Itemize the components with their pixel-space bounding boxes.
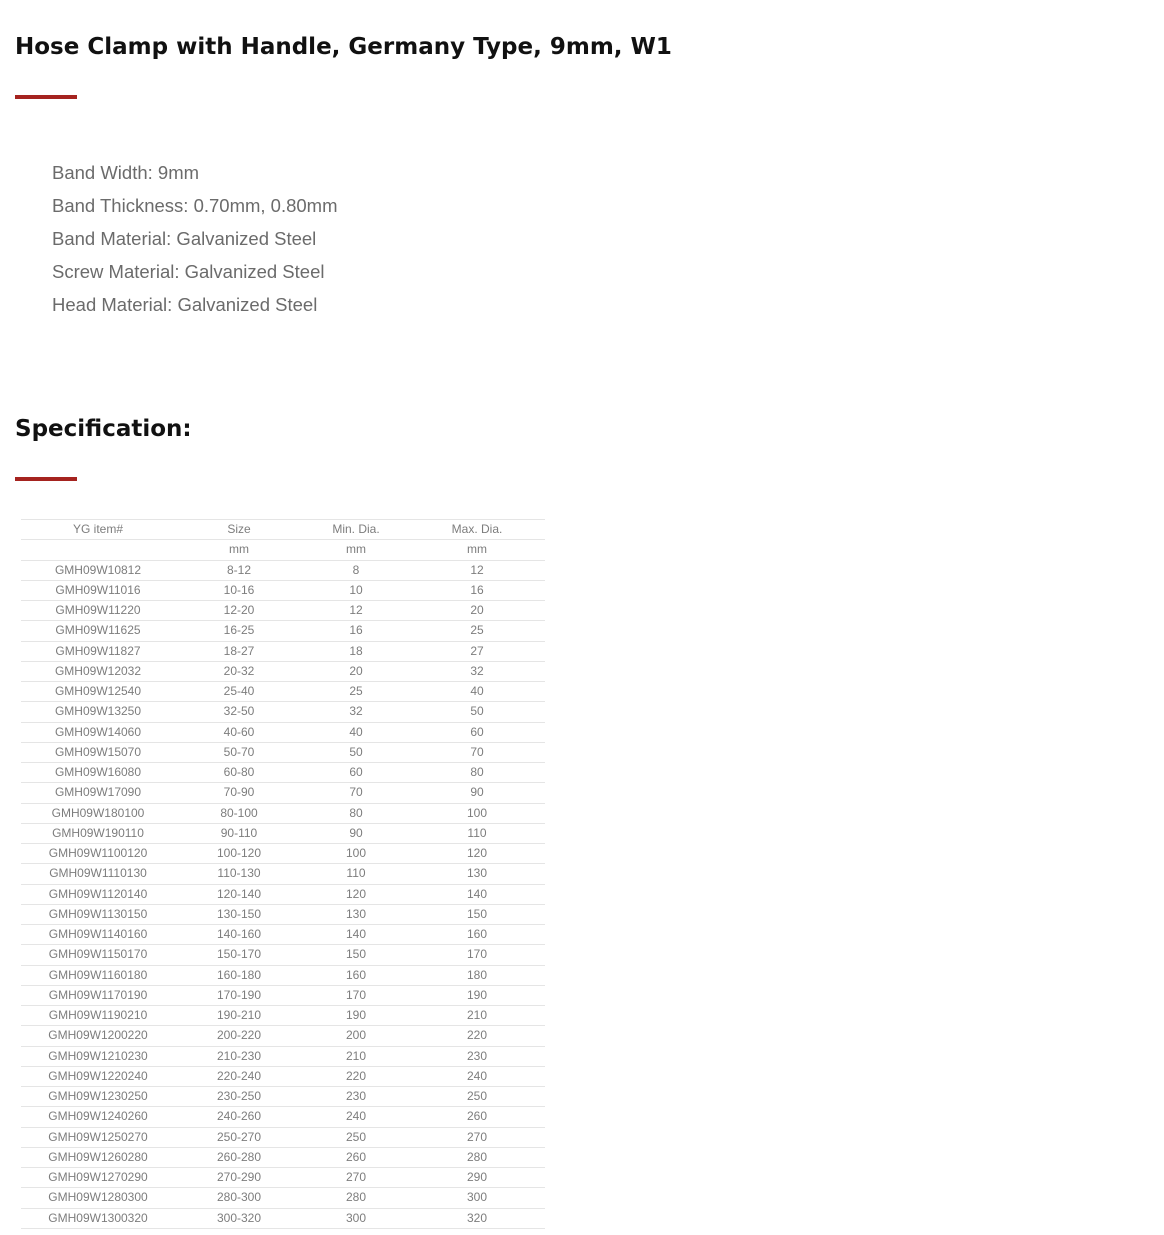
cell-min-dia: 12	[303, 601, 409, 621]
cell-max-dia: 100	[409, 803, 545, 823]
cell-min-dia: 160	[303, 965, 409, 985]
cell-item: GMH09W13250	[21, 702, 175, 722]
cell-item: GMH09W10812	[21, 560, 175, 580]
cell-size: 270-290	[175, 1168, 303, 1188]
table-row	[21, 884, 545, 904]
cell-max-dia: 12	[409, 560, 545, 580]
cell-min-dia: 280	[303, 1188, 409, 1208]
cell-size: 60-80	[175, 763, 303, 783]
table-row	[21, 580, 545, 600]
cell-item: GMH09W11016	[21, 580, 175, 600]
cell-item: GMH09W1230250	[21, 1087, 175, 1107]
cell-item: GMH09W1150170	[21, 945, 175, 965]
cell-min-dia: 220	[303, 1066, 409, 1086]
cell-max-dia: 70	[409, 742, 545, 762]
cell-item: GMH09W11220	[21, 601, 175, 621]
header-size: Size	[175, 520, 303, 540]
cell-item: GMH09W1200220	[21, 1026, 175, 1046]
feature-screw-material: Screw Material: Galvanized Steel	[52, 261, 325, 282]
table-row	[21, 823, 545, 843]
cell-item: GMH09W12540	[21, 682, 175, 702]
page-title: Hose Clamp with Handle, Germany Type, 9mm, W1	[15, 34, 672, 60]
table-row	[21, 985, 545, 1005]
cell-min-dia: 130	[303, 904, 409, 924]
cell-max-dia: 20	[409, 601, 545, 621]
cell-min-dia: 18	[303, 641, 409, 661]
cell-item: GMH09W1280300	[21, 1188, 175, 1208]
table-row	[21, 1127, 545, 1147]
cell-min-dia: 300	[303, 1208, 409, 1228]
cell-max-dia: 60	[409, 722, 545, 742]
cell-item: GMH09W12032	[21, 661, 175, 681]
cell-max-dia: 40	[409, 682, 545, 702]
cell-max-dia: 170	[409, 945, 545, 965]
table-row	[21, 763, 545, 783]
table-row	[21, 904, 545, 924]
cell-min-dia: 110	[303, 864, 409, 884]
feature-head-material: Head Material: Galvanized Steel	[52, 294, 318, 315]
cell-min-dia: 240	[303, 1107, 409, 1127]
cell-min-dia: 190	[303, 1006, 409, 1026]
cell-item: GMH09W1120140	[21, 884, 175, 904]
cell-min-dia: 32	[303, 702, 409, 722]
cell-min-dia: 140	[303, 925, 409, 945]
cell-size: 40-60	[175, 722, 303, 742]
cell-min-dia: 170	[303, 985, 409, 1005]
cell-max-dia: 210	[409, 1006, 545, 1026]
table-row	[21, 742, 545, 762]
table-row	[21, 783, 545, 803]
cell-size: 16-25	[175, 621, 303, 641]
cell-min-dia: 16	[303, 621, 409, 641]
unit-max-dia: mm	[409, 540, 545, 560]
cell-min-dia: 260	[303, 1147, 409, 1167]
table-row	[21, 1006, 545, 1026]
cell-item: GMH09W14060	[21, 722, 175, 742]
cell-size: 190-210	[175, 1006, 303, 1026]
cell-min-dia: 150	[303, 945, 409, 965]
cell-min-dia: 100	[303, 844, 409, 864]
cell-item: GMH09W1210230	[21, 1046, 175, 1066]
cell-max-dia: 250	[409, 1087, 545, 1107]
table-row	[21, 1087, 545, 1107]
cell-min-dia: 70	[303, 783, 409, 803]
cell-max-dia: 300	[409, 1188, 545, 1208]
cell-size: 300-320	[175, 1208, 303, 1228]
table-row	[21, 722, 545, 742]
cell-size: 260-280	[175, 1147, 303, 1167]
table-row	[21, 1188, 545, 1208]
cell-max-dia: 25	[409, 621, 545, 641]
table-body	[21, 560, 545, 1228]
cell-max-dia: 220	[409, 1026, 545, 1046]
cell-item: GMH09W1270290	[21, 1168, 175, 1188]
cell-size: 230-250	[175, 1087, 303, 1107]
cell-size: 150-170	[175, 945, 303, 965]
table-row	[21, 925, 545, 945]
cell-item: GMH09W1220240	[21, 1066, 175, 1086]
cell-item: GMH09W1130150	[21, 904, 175, 924]
cell-max-dia: 32	[409, 661, 545, 681]
cell-max-dia: 150	[409, 904, 545, 924]
cell-item: GMH09W1300320	[21, 1208, 175, 1228]
cell-size: 110-130	[175, 864, 303, 884]
cell-item: GMH09W180100	[21, 803, 175, 823]
cell-max-dia: 16	[409, 580, 545, 600]
unit-size: mm	[175, 540, 303, 560]
cell-item: GMH09W15070	[21, 742, 175, 762]
cell-size: 70-90	[175, 783, 303, 803]
table-row	[21, 864, 545, 884]
table-row	[21, 1168, 545, 1188]
cell-size: 120-140	[175, 884, 303, 904]
cell-max-dia: 270	[409, 1127, 545, 1147]
cell-item: GMH09W11827	[21, 641, 175, 661]
cell-max-dia: 180	[409, 965, 545, 985]
cell-size: 18-27	[175, 641, 303, 661]
specification-table	[21, 519, 545, 1229]
cell-size: 210-230	[175, 1046, 303, 1066]
specification-heading: Specification:	[15, 416, 192, 442]
header-max-dia: Max. Dia.	[409, 520, 545, 540]
cell-min-dia: 40	[303, 722, 409, 742]
cell-size: 90-110	[175, 823, 303, 843]
table-row	[21, 560, 545, 580]
cell-size: 10-16	[175, 580, 303, 600]
table-row	[21, 844, 545, 864]
feature-band-material: Band Material: Galvanized Steel	[52, 228, 317, 249]
table-row	[21, 945, 545, 965]
cell-size: 250-270	[175, 1127, 303, 1147]
cell-max-dia: 320	[409, 1208, 545, 1228]
cell-min-dia: 8	[303, 560, 409, 580]
cell-item: GMH09W1260280	[21, 1147, 175, 1167]
cell-size: 220-240	[175, 1066, 303, 1086]
cell-max-dia: 80	[409, 763, 545, 783]
header-min-dia: Min. Dia.	[303, 520, 409, 540]
table-row	[21, 965, 545, 985]
cell-size: 12-20	[175, 601, 303, 621]
cell-size: 32-50	[175, 702, 303, 722]
cell-min-dia: 25	[303, 682, 409, 702]
cell-size: 280-300	[175, 1188, 303, 1208]
cell-max-dia: 130	[409, 864, 545, 884]
cell-item: GMH09W1100120	[21, 844, 175, 864]
table-row	[21, 1208, 545, 1228]
cell-min-dia: 210	[303, 1046, 409, 1066]
cell-size: 140-160	[175, 925, 303, 945]
cell-item: GMH09W1240260	[21, 1107, 175, 1127]
title-underline	[15, 95, 77, 99]
cell-min-dia: 200	[303, 1026, 409, 1046]
unit-min-dia: mm	[303, 540, 409, 560]
cell-size: 80-100	[175, 803, 303, 823]
table-row	[21, 682, 545, 702]
cell-max-dia: 90	[409, 783, 545, 803]
cell-size: 200-220	[175, 1026, 303, 1046]
cell-max-dia: 230	[409, 1046, 545, 1066]
cell-max-dia: 140	[409, 884, 545, 904]
header-item: YG item#	[21, 520, 175, 540]
cell-max-dia: 50	[409, 702, 545, 722]
table-row	[21, 601, 545, 621]
cell-min-dia: 80	[303, 803, 409, 823]
cell-size: 130-150	[175, 904, 303, 924]
cell-size: 8-12	[175, 560, 303, 580]
cell-item: GMH09W1160180	[21, 965, 175, 985]
feature-band-thickness: Band Thickness: 0.70mm, 0.80mm	[52, 195, 338, 216]
table-row	[21, 1066, 545, 1086]
table-row	[21, 621, 545, 641]
table-row	[21, 1046, 545, 1066]
cell-item: GMH09W16080	[21, 763, 175, 783]
cell-min-dia: 250	[303, 1127, 409, 1147]
table-row	[21, 1107, 545, 1127]
cell-min-dia: 120	[303, 884, 409, 904]
cell-size: 20-32	[175, 661, 303, 681]
cell-size: 50-70	[175, 742, 303, 762]
cell-min-dia: 90	[303, 823, 409, 843]
cell-item: GMH09W1140160	[21, 925, 175, 945]
cell-max-dia: 290	[409, 1168, 545, 1188]
cell-max-dia: 120	[409, 844, 545, 864]
cell-item: GMH09W1110130	[21, 864, 175, 884]
specification-underline	[15, 477, 77, 481]
table-row	[21, 641, 545, 661]
table-header-row	[21, 520, 545, 540]
cell-size: 240-260	[175, 1107, 303, 1127]
table-row	[21, 1026, 545, 1046]
cell-min-dia: 20	[303, 661, 409, 681]
cell-item: GMH09W1170190	[21, 985, 175, 1005]
table-row	[21, 661, 545, 681]
cell-size: 100-120	[175, 844, 303, 864]
cell-size: 160-180	[175, 965, 303, 985]
cell-item: GMH09W190110	[21, 823, 175, 843]
cell-max-dia: 160	[409, 925, 545, 945]
cell-size: 25-40	[175, 682, 303, 702]
cell-max-dia: 190	[409, 985, 545, 1005]
cell-min-dia: 50	[303, 742, 409, 762]
cell-max-dia: 110	[409, 823, 545, 843]
cell-max-dia: 240	[409, 1066, 545, 1086]
cell-item: GMH09W1250270	[21, 1127, 175, 1147]
cell-max-dia: 260	[409, 1107, 545, 1127]
unit-item	[21, 540, 175, 560]
feature-list	[52, 156, 338, 321]
cell-max-dia: 280	[409, 1147, 545, 1167]
cell-item: GMH09W17090	[21, 783, 175, 803]
cell-size: 170-190	[175, 985, 303, 1005]
feature-band-width: Band Width: 9mm	[52, 162, 200, 183]
cell-min-dia: 270	[303, 1168, 409, 1188]
cell-min-dia: 60	[303, 763, 409, 783]
table-row	[21, 1147, 545, 1167]
cell-min-dia: 10	[303, 580, 409, 600]
table-units-row	[21, 540, 545, 560]
cell-min-dia: 230	[303, 1087, 409, 1107]
cell-item: GMH09W1190210	[21, 1006, 175, 1026]
table-row	[21, 702, 545, 722]
cell-max-dia: 27	[409, 641, 545, 661]
table-row	[21, 803, 545, 823]
cell-item: GMH09W11625	[21, 621, 175, 641]
